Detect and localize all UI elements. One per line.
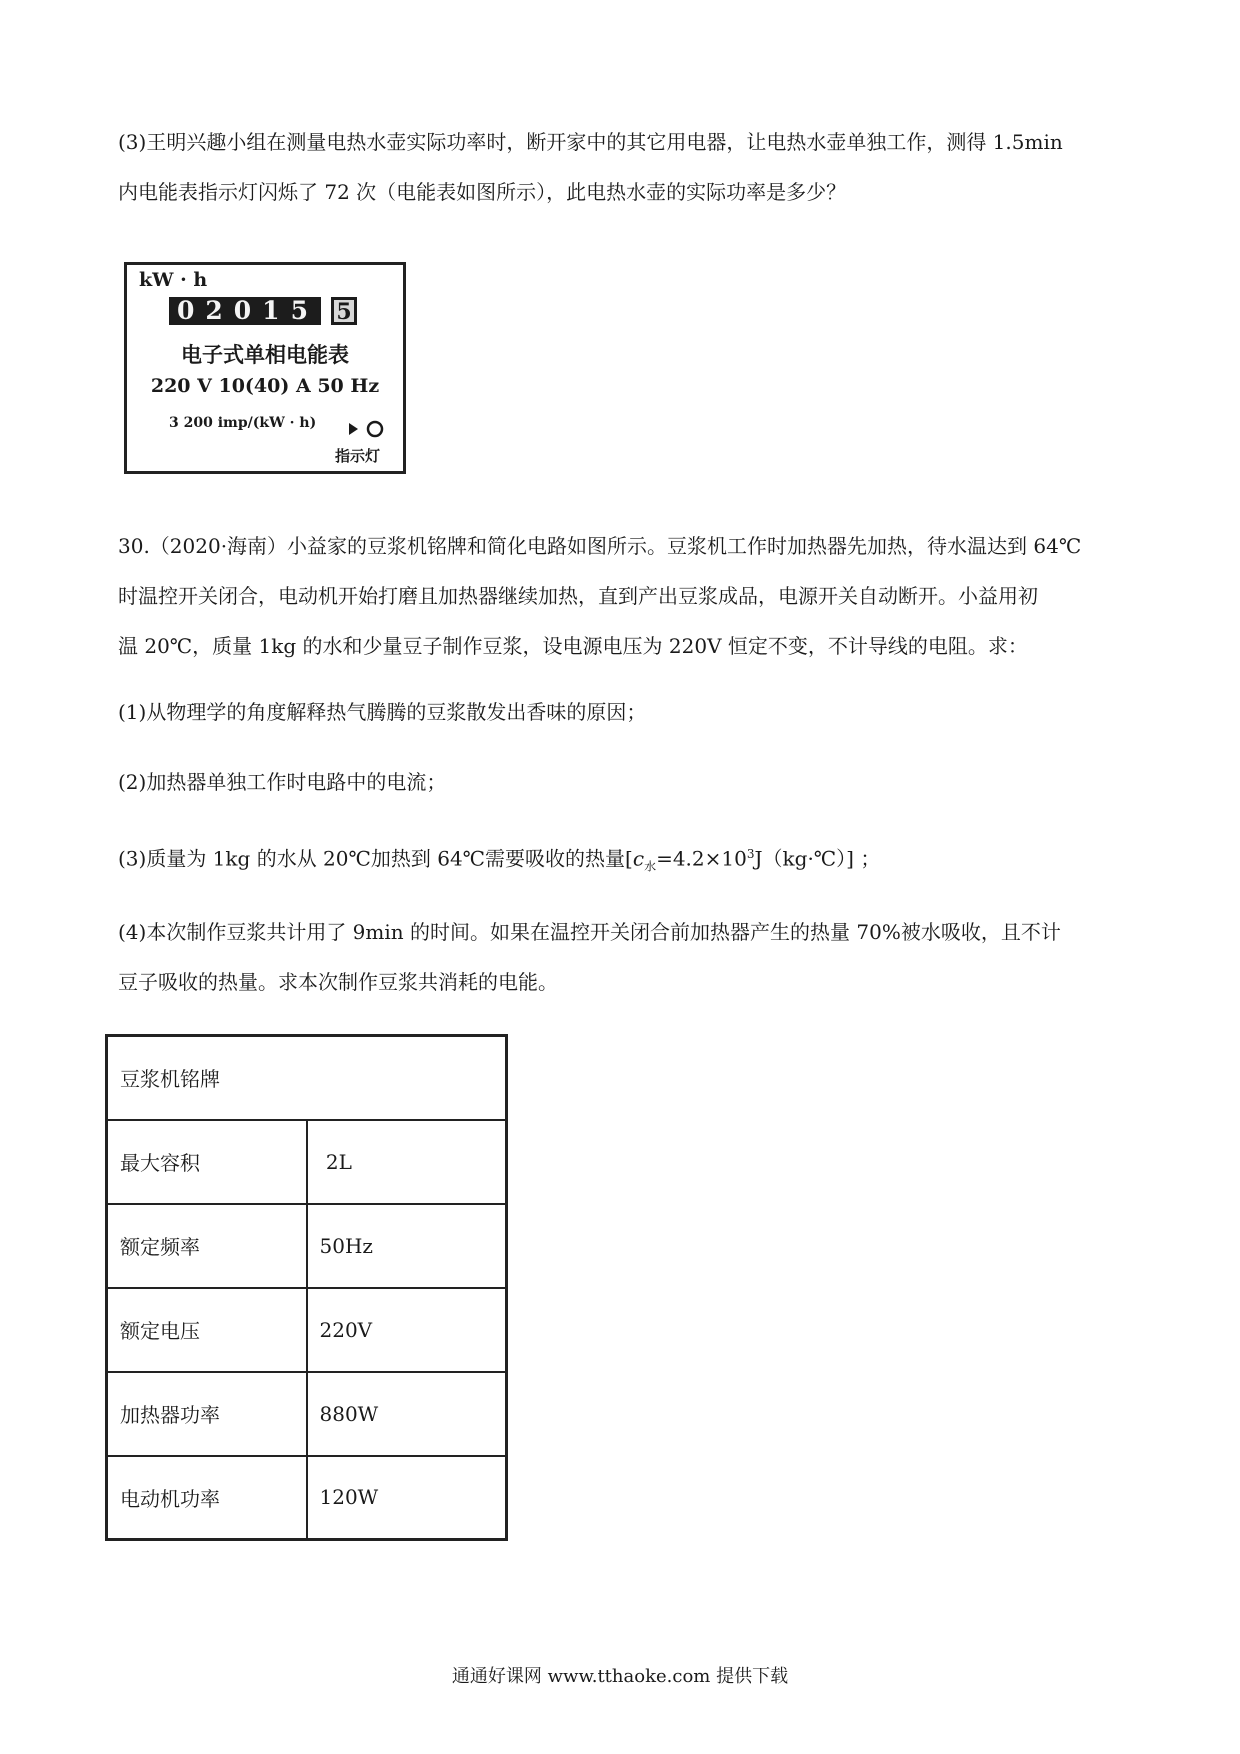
row-value: 880W [307, 1372, 507, 1456]
meter-imp: 3 200 imp/(kW · h) [169, 415, 317, 431]
row-value: 50Hz [307, 1204, 507, 1288]
q30-part4-line1: (4)本次制作豆浆共计用了 9min 的时间。如果在温控开关闭合前加热器产生的热量 70%被水吸收，且不计 [118, 920, 1061, 944]
electric-meter-figure [124, 262, 406, 474]
q29-part3-line2: 内电能表指示灯闪烁了 72 次（电能表如图所示），此电热水壶的实际功率是多少？ [118, 180, 847, 204]
q30-part3 [118, 840, 880, 881]
table-row [107, 1288, 507, 1372]
q30-part3-c2: J（kg·℃）] ； [754, 846, 881, 871]
row-label: 最大容积 [107, 1120, 307, 1204]
q30-part3-sub: 水 [644, 859, 657, 874]
row-value: 220V [307, 1288, 507, 1372]
q30-part2: (2)加热器单独工作时电路中的电流； [118, 770, 447, 794]
meter-spec: 220 V 10(40) A 50 Hz [150, 375, 380, 397]
indicator-lamp-icon [345, 419, 389, 439]
meter-name: 电子式单相电能表 [181, 342, 349, 367]
q30-line1: 30.（2020·海南）小益家的豆浆机铭牌和简化电路如图所示。豆浆机工作时加热器先加热，待水温达到 64℃ [118, 534, 1082, 558]
meter-lamp-label: 指示灯 [335, 447, 381, 465]
nameplate-table [105, 1034, 508, 1541]
row-label: 电动机功率 [107, 1456, 307, 1540]
q30-line2: 时温控开关闭合，电动机开始打磨且加热器继续加热，直到产出豆浆成品，电源开关自动断开。小益用初 [118, 584, 1038, 608]
q30-line3: 温 20℃，质量 1kg 的水和少量豆子制作豆浆，设电源电压为 220V 恒定不变，不计导线的电阻。求： [118, 634, 1028, 658]
q29-part3-line1: (3)王明兴趣小组在测量电热水壶实际功率时，断开家中的其它用电器，让电热水壶单独工作，测得 1.5min [118, 130, 1063, 154]
row-label: 额定频率 [107, 1204, 307, 1288]
row-label: 额定电压 [107, 1288, 307, 1372]
meter-digits: 02015 [169, 297, 321, 325]
q30-part4-line2: 豆子吸收的热量。求本次制作豆浆共消耗的电能。 [118, 970, 558, 994]
q30-part1: (1)从物理学的角度解释热气腾腾的豆浆散发出香味的原因； [118, 700, 647, 724]
q30-part3-b: =4.2×10 [656, 846, 747, 871]
nameplate-title: 豆浆机铭牌 [107, 1036, 507, 1120]
table-row [107, 1204, 507, 1288]
page-footer: 通通好课网 www.tthaoke.com 提供下载 [451, 1666, 789, 1687]
q30-part3-a: (3)质量为 1kg 的水从 20℃加热到 64℃需要吸收的热量[ [118, 846, 633, 871]
row-value: 120W [307, 1456, 507, 1540]
row-value: 2L [307, 1120, 507, 1204]
nameplate-title-row [107, 1036, 507, 1120]
table-row [107, 1372, 507, 1456]
table-row [107, 1456, 507, 1540]
meter-last-digit: 5 [331, 297, 357, 325]
row-label: 加热器功率 [107, 1372, 307, 1456]
table-row [107, 1120, 507, 1204]
q30-part3-c: c [632, 846, 645, 871]
meter-unit: kW · h [139, 269, 208, 291]
q30-part3-sup: 3 [746, 847, 755, 861]
